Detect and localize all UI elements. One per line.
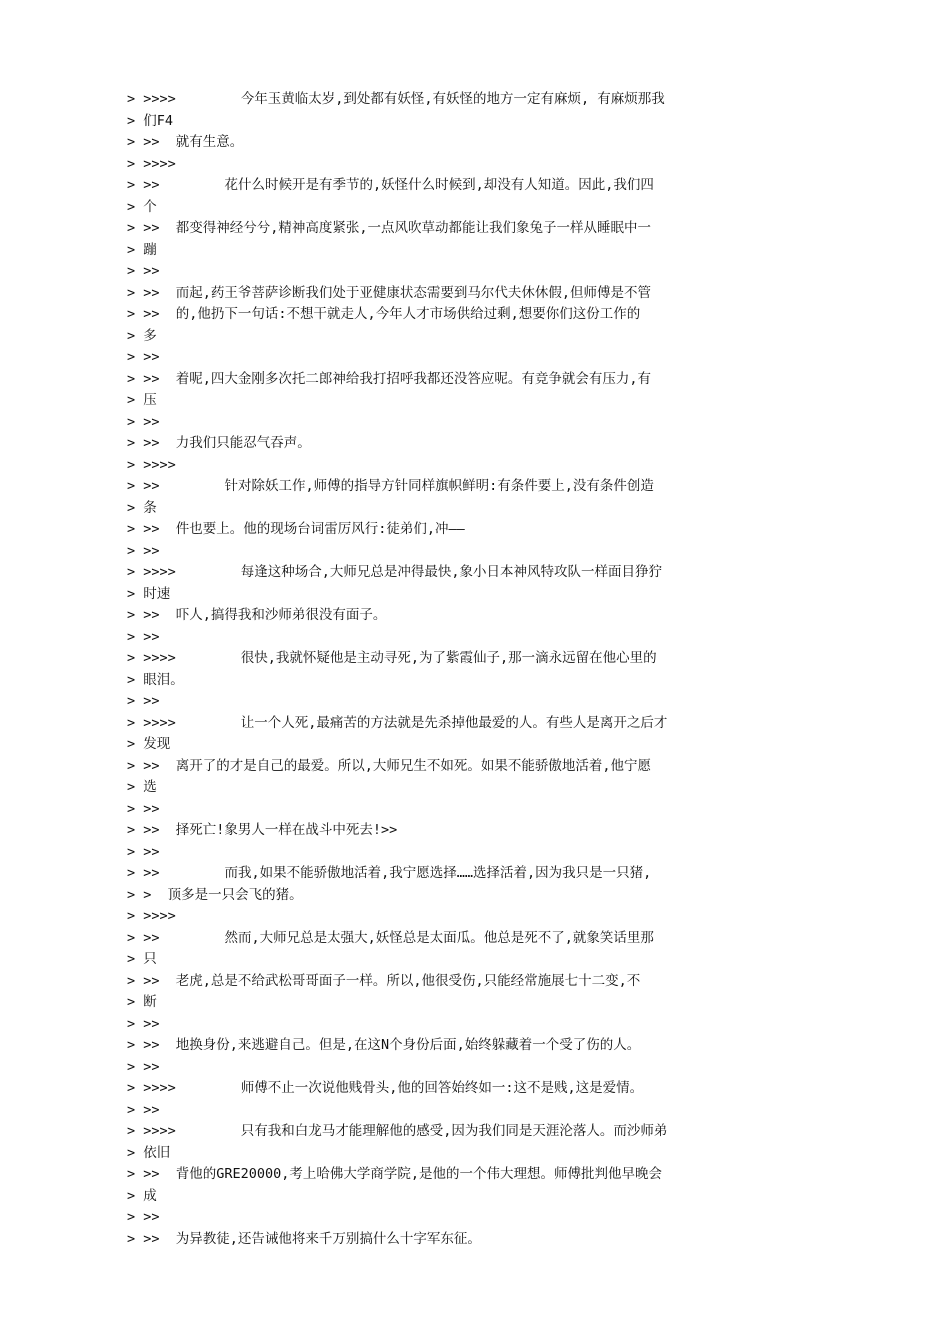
text-line: > > 顶多是一只会飞的猪。 bbox=[127, 886, 303, 903]
text-line: > >> 力我们只能忍气吞声。 bbox=[127, 435, 311, 451]
text-line: > >> 花什么时候开是有季节的,妖怪什么时候到,却没有人知道。因此,我们四 bbox=[127, 177, 654, 193]
text-line: > >> bbox=[127, 1209, 160, 1225]
text-line: > 依旧 bbox=[127, 1144, 171, 1161]
text-line: > >> 为异教徒,还告诫他将来千万别搞什么十字军东征。 bbox=[127, 1230, 481, 1247]
text-line: > >> 而我,如果不能骄傲地活着,我宁愿选择……选择活着,因为我只是一只猪, bbox=[127, 865, 652, 881]
text-line: > >> 择死亡!象男人一样在战斗中死去!>> bbox=[127, 822, 398, 838]
text-line: > >> 针对除妖工作,师傅的指导方针同样旗帜鲜明:有条件要上,没有条件创造 bbox=[127, 478, 654, 494]
text-line: > >> 的,他扔下一句话:不想干就走人,今年人才市场供给过剩,想要你们这份工作的 bbox=[127, 306, 641, 322]
text-line: > 发现 bbox=[127, 736, 171, 752]
text-line: > 断 bbox=[127, 994, 157, 1010]
text-line: > >>>> bbox=[127, 908, 176, 924]
text-line: > 压 bbox=[127, 392, 157, 408]
text-line: > >> 都变得神经兮兮,精神高度紧张,一点风吹草动都能让我们象兔子一样从睡眠中一 bbox=[127, 220, 652, 236]
text-line: > >>>> 让一个人死,最痛苦的方法就是先杀掉他最爱的人。有些人是离开之后才 bbox=[127, 714, 668, 731]
text-line: > 成 bbox=[127, 1187, 157, 1204]
text-line: > >>>> 只有我和白龙马才能理解他的感受,因为我们同是天涯沦落人。而沙师弟 bbox=[127, 1123, 668, 1139]
text-line: > >> 吓人,搞得我和沙师弟很没有面子。 bbox=[127, 607, 387, 623]
text-line: > >> 就有生意。 bbox=[127, 134, 244, 150]
text-line: > >> bbox=[127, 1058, 160, 1075]
text-line: > >> bbox=[127, 1101, 160, 1118]
text-line: > >> 着呢,四大金刚多次托二郎神给我打招呼我都还没答应呢。有竞争就会有压力,有 bbox=[127, 370, 652, 387]
text-line: > >> 背他的GRE20000,考上哈佛大学商学院,是他的一个伟大理想。师傅批判他早晚会 bbox=[127, 1166, 663, 1182]
text-line: > >> bbox=[127, 413, 160, 430]
text-line: > >> 然而,大师兄总是太强大,妖怪总是太面瓜。他总是死不了,就象笑话里那 bbox=[127, 929, 654, 946]
text-line: > >>>> 每逢这种场合,大师兄总是冲得最快,象小日本神风特攻队一样面目狰狞 bbox=[127, 564, 663, 580]
text-line: > 眼泪。 bbox=[127, 671, 184, 688]
text-line: > 条 bbox=[127, 499, 157, 516]
text-line: > >> bbox=[127, 843, 160, 860]
text-line: > 们F4 bbox=[127, 112, 174, 129]
text-line: > >> bbox=[127, 542, 160, 559]
text-line: > >>>> 今年玉黄临太岁,到处都有妖怪,有妖怪的地方一定有麻烦, 有麻烦那我 bbox=[127, 91, 665, 107]
text-line: > >> 老虎,总是不给武松哥哥面子一样。所以,他很受伤,只能经常施展七十二变,不 bbox=[127, 972, 641, 989]
text-line: > >> bbox=[127, 263, 160, 279]
text-line: > >>>> 很快,我就怀疑他是主动寻死,为了紫霞仙子,那一滴永远留在他心里的 bbox=[127, 650, 657, 666]
email-quoted-text bbox=[127, 89, 787, 1250]
text-line: > >>>> bbox=[127, 155, 176, 172]
text-line: > >>>> bbox=[127, 456, 176, 473]
text-line: > >> bbox=[127, 628, 160, 645]
text-line: > >> bbox=[127, 800, 160, 817]
text-line: > >>>> 师傅不止一次说他贱骨头,他的回答始终如一:这不是贱,这是爱情。 bbox=[127, 1080, 644, 1096]
text-line: > 选 bbox=[127, 779, 157, 795]
text-line: > >> 地换身份,来逃避自己。但是,在这N个身份后面,始终躲藏着一个受了伤的人。 bbox=[127, 1037, 641, 1053]
text-line: > >> bbox=[127, 693, 160, 709]
text-line: > 蹦 bbox=[127, 241, 157, 258]
text-line: > >> bbox=[127, 349, 160, 365]
text-line: > 时速 bbox=[127, 585, 171, 602]
text-line: > >> bbox=[127, 1015, 160, 1032]
text-line: > 个 bbox=[127, 198, 157, 215]
text-line: > 多 bbox=[127, 327, 157, 344]
text-line: > >> 件也要上。他的现场台词雷厉风行:徒弟们,冲—— bbox=[127, 521, 465, 537]
text-line: > 只 bbox=[127, 951, 157, 967]
text-line: > >> 而起,药王爷菩萨诊断我们处于亚健康状态需要到马尔代夫休休假,但师傅是不管 bbox=[127, 284, 652, 301]
text-line: > >> 离开了的才是自己的最爱。所以,大师兄生不如死。如果不能骄傲地活着,他宁愿 bbox=[127, 757, 652, 774]
